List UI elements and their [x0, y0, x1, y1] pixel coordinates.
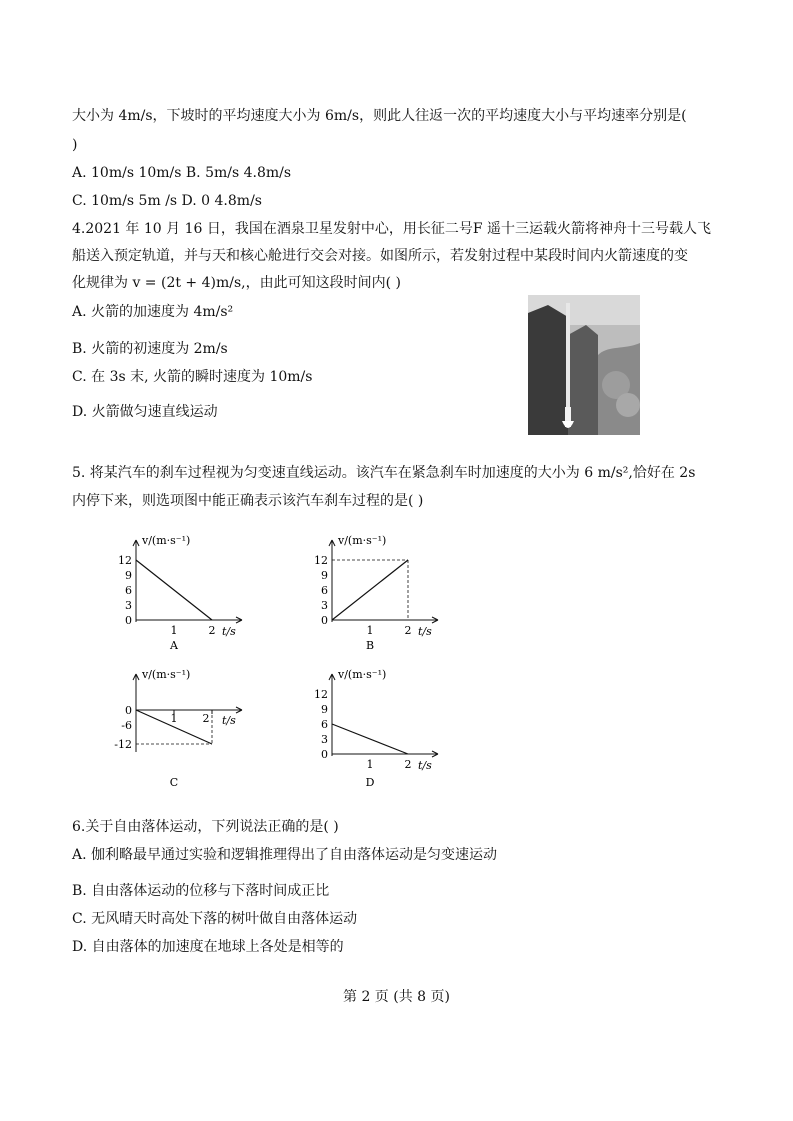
chart-b-ylabel: v/(m·s⁻¹) — [338, 534, 387, 547]
chart-a-ytick-9: 9 — [125, 569, 132, 582]
chart-c-ylabel: v/(m·s⁻¹) — [142, 668, 191, 681]
q4-stem-line-2: 船送入预定轨道，并与天和核心舱进行交会对接。如图所示，若发射过程中某段时间内火箭速度的变 — [72, 248, 688, 264]
chart-b-ytick-3: 3 — [321, 599, 328, 612]
q6-option-c: C. 无风晴天时高处下落的树叶做自由落体运动 — [72, 911, 358, 927]
chart-b-ytick-0: 0 — [321, 614, 328, 627]
chart-a-ylabel: v/(m·s⁻¹) — [142, 534, 191, 547]
chart-a-ytick-12: 12 — [118, 554, 132, 567]
rocket-launch-photo — [528, 295, 640, 435]
chart-d-ytick-6: 6 — [321, 718, 328, 731]
chart-a-ytick-3: 3 — [125, 599, 132, 612]
chart-c — [110, 666, 250, 792]
q4-stem-line-3: 化规律为 v = (2t + 4)m/s,，由此可知这段时间内( ) — [72, 275, 401, 291]
chart-a-xtick-1: 1 — [170, 624, 178, 637]
chart-c-ytick-0: 0 — [125, 704, 132, 717]
q6-option-d: D. 自由落体的加速度在地球上各处是相等的 — [72, 939, 344, 955]
q4-option-d: D. 火箭做匀速直线运动 — [72, 404, 218, 420]
q6-option-b: B. 自由落体运动的位移与下落时间成正比 — [72, 883, 330, 899]
q4-option-b: B. 火箭的初速度为 2m/s — [72, 341, 228, 357]
chart-c-label: C — [169, 776, 179, 789]
q3-options-cd: C. 10m/s 5m /s D. 0 4.8m/s — [72, 193, 262, 209]
chart-b-xtick-1: 1 — [366, 624, 374, 637]
chart-d-ylabel: v/(m·s⁻¹) — [338, 668, 387, 681]
q3-line-1: 大小为 4m/s，下坡时的平均速度大小为 6m/s，则此人往返一次的平均速度大小与平均速率分别是( — [72, 108, 687, 124]
q5-stem-line-1: 5. 将某汽车的刹车过程视为匀变速直线运动。该汽车在紧急刹车时加速度的大小为 6 m/s²,恰好在 2s — [72, 465, 696, 481]
chart-a-ytick-0: 0 — [125, 614, 132, 627]
chart-c-ytick-neg12: -12 — [114, 738, 132, 751]
chart-d-xtick-2: 2 — [404, 758, 412, 771]
q3-options-ab: A. 10m/s 10m/s B. 5m/s 4.8m/s — [72, 165, 292, 181]
chart-d-label: D — [365, 776, 375, 789]
chart-c-ytick-neg6: -6 — [121, 719, 132, 732]
chart-b-series-line — [332, 560, 408, 620]
chart-b-xtick-2: 2 — [404, 624, 412, 637]
chart-d — [300, 666, 440, 792]
q6-stem: 6.关于自由落体运动，下列说法正确的是( ) — [72, 819, 339, 835]
chart-d-ytick-9: 9 — [321, 703, 328, 716]
q4-stem-line-1: 4.2021 年 10 月 16 日，我国在酒泉卫星发射中心，用长征二号F 遥十三运载火箭将神舟十三号载人飞 — [72, 221, 712, 237]
chart-b-ytick-12: 12 — [314, 554, 328, 567]
chart-a-ytick-6: 6 — [125, 584, 132, 597]
chart-b — [300, 532, 440, 654]
chart-a-label: A — [170, 639, 178, 652]
q4-option-c: C. 在 3s 末, 火箭的瞬时速度为 10m/s — [72, 369, 313, 385]
chart-a-xlabel: t/s — [222, 625, 236, 638]
chart-a — [110, 532, 250, 654]
chart-c-xtick-2: 2 — [202, 712, 210, 725]
q6-option-a: A. 伽利略最早通过实验和逻辑推理得出了自由落体运动是匀变速运动 — [72, 847, 498, 863]
q4-option-a: A. 火箭的加速度为 4m/s² — [72, 304, 234, 320]
chart-d-ytick-0: 0 — [321, 748, 328, 761]
chart-a-xtick-2: 2 — [208, 624, 216, 637]
q5-stem-line-2: 内停下来，则选项图中能正确表示该汽车刹车过程的是( ) — [72, 493, 424, 509]
chart-b-ytick-9: 9 — [321, 569, 328, 582]
chart-d-ytick-12: 12 — [314, 688, 328, 701]
chart-d-xlabel: t/s — [418, 759, 432, 772]
chart-a-series-line — [136, 560, 212, 620]
page-footer: 第 2 页 (共 8 页) — [343, 989, 450, 1005]
chart-b-xlabel: t/s — [418, 625, 432, 638]
chart-d-ytick-3: 3 — [321, 733, 328, 746]
q3-line-2: ) — [72, 137, 78, 153]
chart-d-series-line — [332, 724, 408, 754]
chart-b-label: B — [365, 639, 375, 652]
chart-b-ytick-6: 6 — [321, 584, 328, 597]
chart-c-xlabel: t/s — [222, 714, 236, 727]
chart-d-xtick-1: 1 — [366, 758, 374, 771]
chart-c-xtick-1: 1 — [170, 712, 178, 725]
